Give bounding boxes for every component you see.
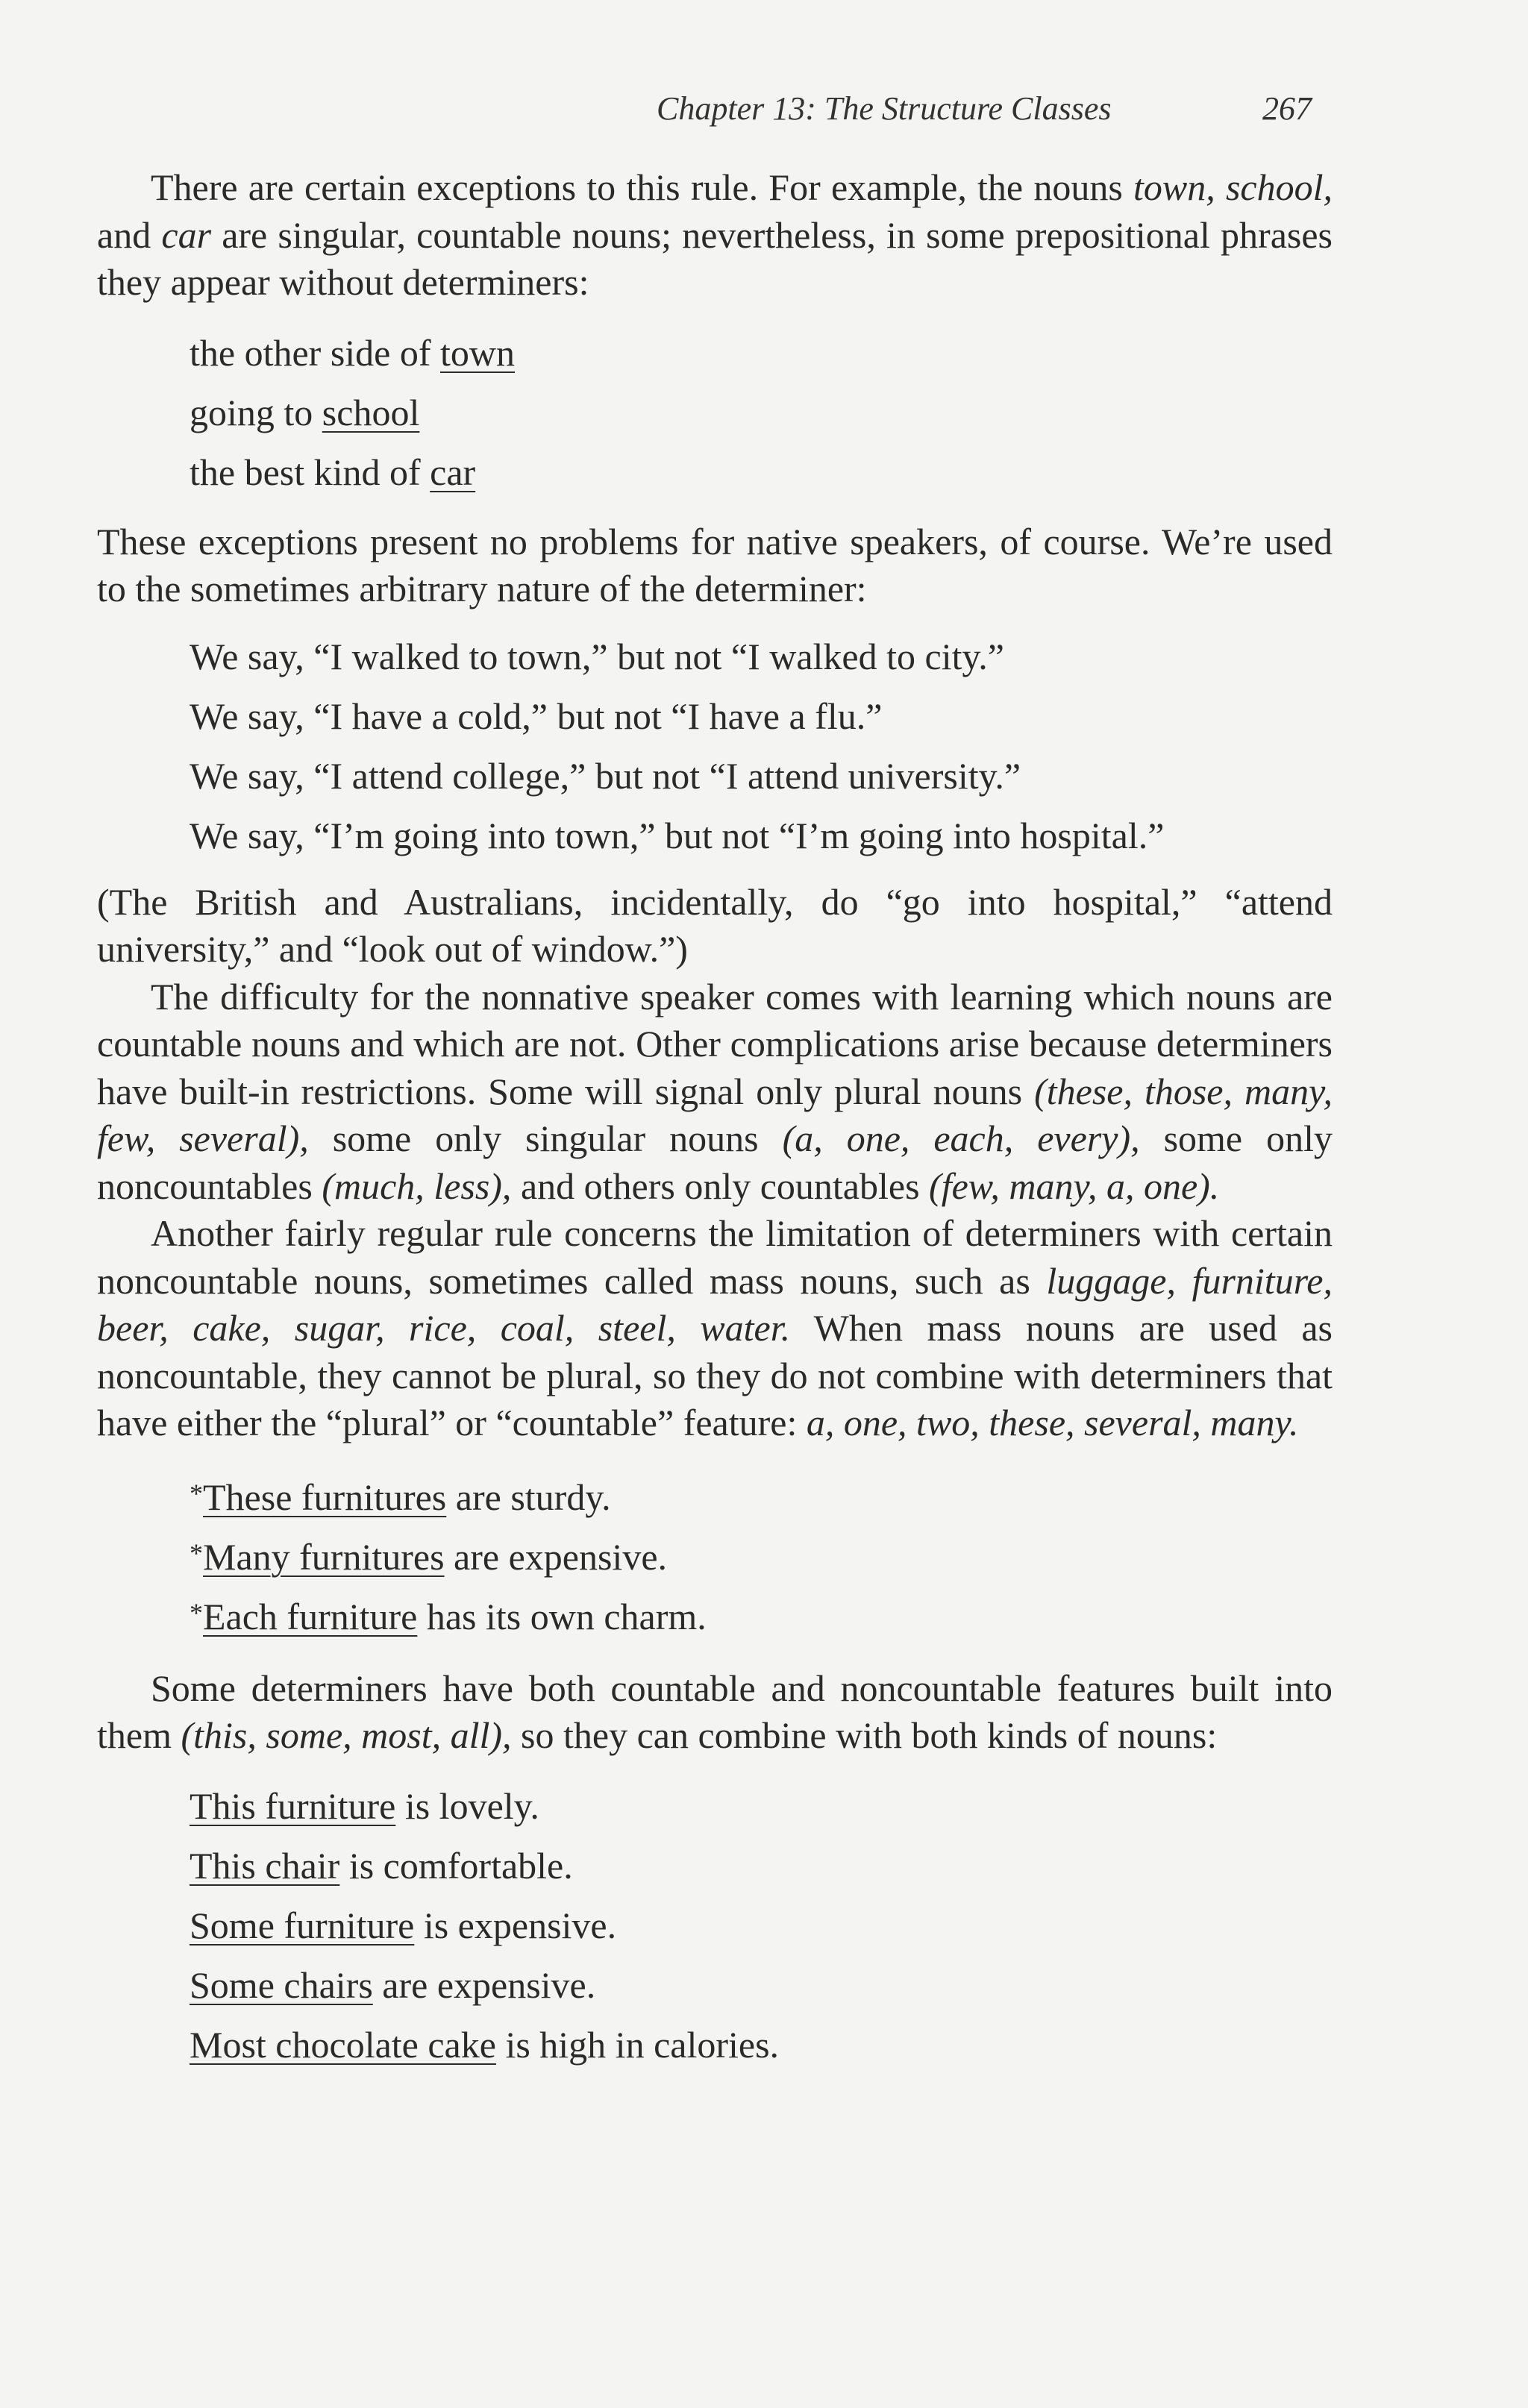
ungrammatical-marker: * xyxy=(190,1597,203,1628)
example-line: We say, “I’m going into town,” but not “I’m going into hospital.” xyxy=(190,814,1165,856)
italic-term: school, xyxy=(1225,166,1333,208)
italic-term: (a, one, each, every), xyxy=(782,1117,1140,1159)
italic-term: a, one, two, these, several, many. xyxy=(806,1402,1299,1443)
page-number: 267 xyxy=(1262,90,1312,127)
example-line xyxy=(190,323,1333,383)
italic-term: car xyxy=(161,213,212,256)
example-list-1 xyxy=(190,323,1333,502)
text-run: and xyxy=(97,213,162,256)
text-run: There are certain exceptions to this rule. For example, the nouns xyxy=(151,166,1133,208)
example-list-2 xyxy=(190,627,1333,865)
text-run: The difficulty for the nonnative speaker comes with learning which nouns are countable nouns and which are not. Other complications arise because determiners have built-in restrictions. Some will signal only plural nouns xyxy=(97,975,1333,1112)
italic-term: (few, many, a, one). xyxy=(929,1164,1220,1207)
text-run: has its own charm. xyxy=(417,1595,707,1637)
underlined-phrase: Many furnitures xyxy=(203,1535,445,1578)
example-line xyxy=(190,1836,1333,1896)
text-run: are expensive. xyxy=(372,1963,596,2006)
text-run: is lovely. xyxy=(395,1784,539,1827)
paragraph-5 xyxy=(97,1210,1333,1447)
italic-term: (these, those, many, few, several), xyxy=(97,1070,1333,1159)
ungrammatical-marker: * xyxy=(190,1478,203,1508)
text-run: is comfortable. xyxy=(339,1844,573,1887)
example-line: We say, “I have a cold,” but not “I have a flu.” xyxy=(190,695,883,737)
running-header xyxy=(0,90,1528,137)
example-line: We say, “I attend college,” but not “I attend university.” xyxy=(190,754,1021,797)
underlined-phrase: car xyxy=(430,451,476,493)
text-run: Some determiners have both countable and noncountable features built into them xyxy=(97,1667,1333,1756)
example-line xyxy=(190,1955,1333,2015)
text-run: Another fairly regular rule concerns the limitation of determiners with certain noncountable nouns, sometimes called mass nouns, such as xyxy=(97,1212,1333,1302)
text-run: When mass nouns are used as noncountable, they cannot be plural, so they do not combine with determiners that have either the “plural” or “countable” feature: xyxy=(97,1307,1333,1443)
paragraph-3: (The British and Australians, incidentally, do “go into hospital,” “attend university,” and “look out of window.”) xyxy=(97,880,1333,970)
example-line: We say, “I walked to town,” but not “I walked to city.” xyxy=(190,635,1004,677)
italic-term: (much, less), xyxy=(322,1164,512,1207)
underlined-phrase: This furniture xyxy=(190,1784,396,1827)
text-run: and others only countables xyxy=(511,1164,930,1207)
example-line xyxy=(190,1523,1333,1583)
underlined-phrase: town xyxy=(440,331,516,374)
text-run: are singular, countable nouns; nevertheless, in some prepositional phrases they appear without determiners: xyxy=(97,213,1333,303)
text-run: so they can combine with both kinds of nouns: xyxy=(511,1714,1218,1756)
underlined-phrase: Some furniture xyxy=(190,1904,415,1946)
text-run: the best kind of xyxy=(190,451,430,493)
text-run: is high in calories. xyxy=(495,2023,780,2066)
text-run: are expensive. xyxy=(444,1535,668,1578)
text-run: the other side of xyxy=(190,331,441,374)
example-list-3 xyxy=(190,1464,1333,1643)
example-line xyxy=(190,1776,1333,1836)
paragraph-4 xyxy=(97,973,1333,1211)
example-line xyxy=(190,1583,1333,1643)
underlined-phrase: Each furniture xyxy=(203,1595,418,1637)
ungrammatical-marker: * xyxy=(190,1537,203,1568)
text-run: going to xyxy=(190,391,322,433)
text-run: are sturdy. xyxy=(446,1476,611,1518)
italic-term: (this, some, most, all), xyxy=(181,1714,512,1756)
underlined-phrase: This chair xyxy=(190,1844,340,1887)
text-run: some only noncountables xyxy=(97,1117,1333,1207)
example-list-4 xyxy=(190,1776,1333,2075)
underlined-phrase: These furnitures xyxy=(203,1476,447,1518)
page-body xyxy=(97,164,1333,2075)
example-line xyxy=(190,2015,1333,2075)
text-run xyxy=(1215,166,1226,208)
paragraph-2: These exceptions present no problems for native speakers, of course. We’re used to the sometimes arbitrary nature of the determiner: xyxy=(97,520,1333,609)
example-line xyxy=(190,1464,1333,1523)
example-line xyxy=(190,383,1333,442)
underlined-phrase: Most chocolate cake xyxy=(190,2023,496,2066)
example-line xyxy=(190,1896,1333,1955)
italic-term: town, xyxy=(1133,166,1215,208)
text-run: some only singular nouns xyxy=(308,1117,783,1159)
text-run: is expensive. xyxy=(414,1904,617,1946)
example-line xyxy=(190,442,1333,502)
paragraph-1 xyxy=(97,164,1333,307)
chapter-title: Chapter 13: The Structure Classes xyxy=(657,90,1112,127)
underlined-phrase: Some chairs xyxy=(190,1963,373,2006)
italic-term: luggage, furniture, beer, cake, sugar, rice, coal, steel, water. xyxy=(97,1259,1333,1349)
paragraph-6 xyxy=(97,1665,1333,1760)
underlined-phrase: school xyxy=(322,391,420,433)
